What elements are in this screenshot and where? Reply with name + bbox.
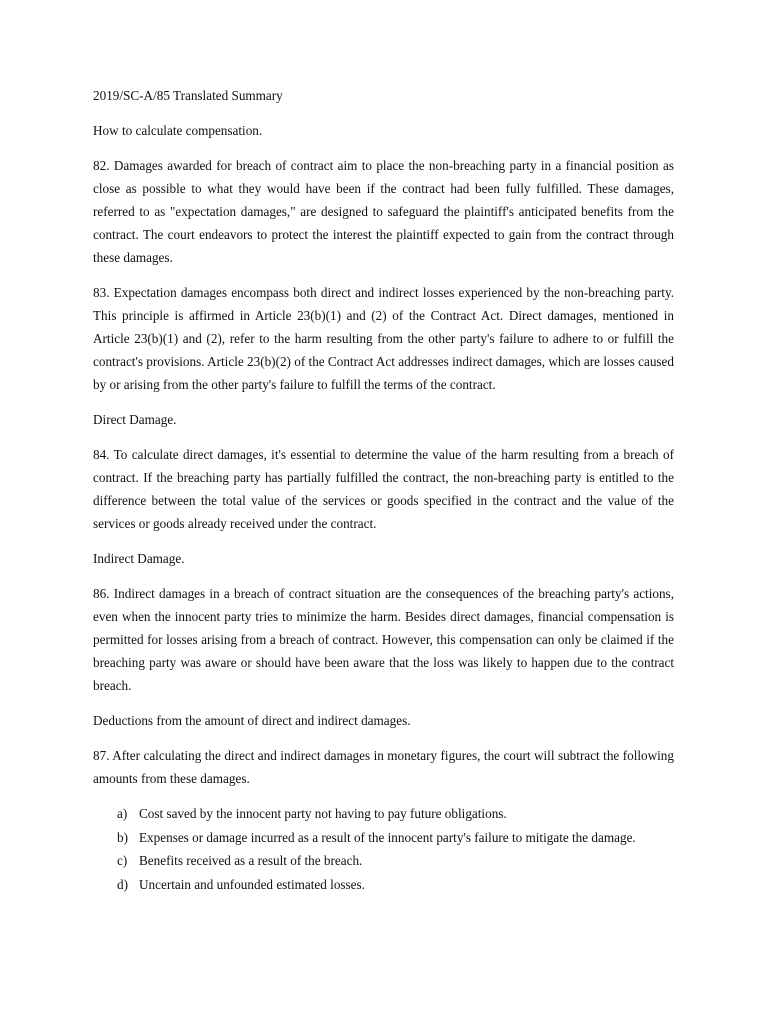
list-item-marker: b) xyxy=(117,829,128,845)
list-item-marker: d) xyxy=(117,876,128,892)
list-item xyxy=(93,826,674,850)
list-item xyxy=(93,873,674,897)
paragraph-84: 84. To calculate direct damages, it's essential to determine the value of the harm resulting from a breach of contract. If the breaching party has partially fulfilled the contract, the non-breaching party is entitled to the difference between the total value of the services or goods specified in the contract and the value of the services or goods already received under the contract. xyxy=(93,447,674,531)
paragraph-83: 83. Expectation damages encompass both direct and indirect losses experienced by the non-breaching party. This principle is affirmed in Article 23(b)(1) and (2) of the Contract Act. Direct damages, mentioned in Article 23(b)(1) and (2), refer to the harm resulting from the other party's failure to adhere to or fulfill the contract's provisions. Article 23(b)(2) of the Contract Act addresses indirect damages, which are losses caused by or arising from the other party's failure to fulfill the terms of the contract. xyxy=(93,285,674,392)
section-heading-compensation: How to calculate compensation. xyxy=(93,123,263,138)
deductions-list xyxy=(93,802,674,896)
paragraph-87: 87. After calculating the direct and indirect damages in monetary figures, the court will subtract the following amounts from these damages. xyxy=(93,748,674,786)
paragraph-86: 86. Indirect damages in a breach of contract situation are the consequences of the breaching party's actions, even when the innocent party tries to minimize the harm. Besides direct damages, financial compensation is permitted for losses arising from a breach of contract. However, this compensation can only be claimed if the breaching party was aware or should have been aware that the loss was likely to happen due to the contract breach. xyxy=(93,586,674,693)
paragraph-82: 82. Damages awarded for breach of contract aim to place the non-breaching party in a financial position as close as possible to what they would have been if the contract had been fully fulfilled. These damages, referred to as "expectation damages," are designed to safeguard the plaintiff's anticipated benefits from the contract. The court endeavors to protect the interest the plaintiff expected to gain from the contract through these damages. xyxy=(93,158,674,265)
list-item-text: Cost saved by the innocent party not having to pay future obligations. xyxy=(139,806,507,821)
list-item-text: Expenses or damage incurred as a result of the innocent party's failure to mitigate the damage. xyxy=(139,829,636,845)
list-item xyxy=(93,802,674,826)
section-heading-indirect-damage: Indirect Damage. xyxy=(93,551,185,566)
list-item-text: Uncertain and unfounded estimated losses. xyxy=(139,876,365,892)
list-item-text: Benefits received as a result of the breach. xyxy=(139,853,363,868)
document-title: 2019/SC-A/85 Translated Summary xyxy=(93,88,283,103)
document-page xyxy=(93,84,674,896)
list-item xyxy=(93,849,674,873)
list-item-marker: a) xyxy=(117,806,128,821)
section-heading-direct-damage: Direct Damage. xyxy=(93,412,177,427)
list-item-marker: c) xyxy=(117,853,128,868)
section-heading-deductions: Deductions from the amount of direct and indirect damages. xyxy=(93,713,411,728)
